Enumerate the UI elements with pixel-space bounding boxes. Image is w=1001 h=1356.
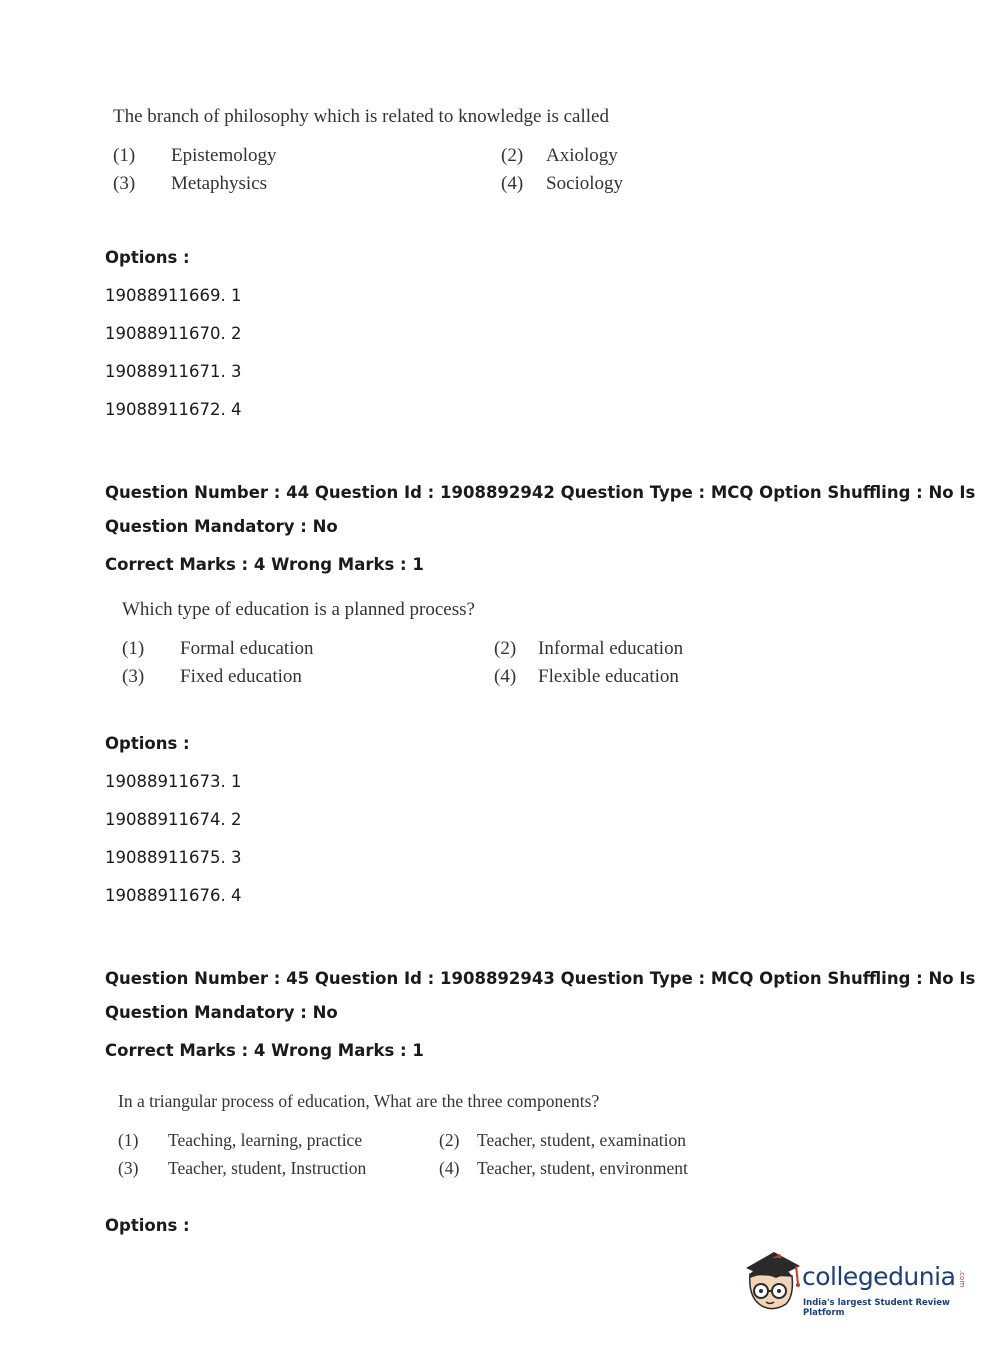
choice-4 — [501, 173, 623, 195]
options-label: Options : — [105, 1216, 190, 1235]
choice-text: Fixed education — [180, 666, 302, 687]
choice-1 — [122, 638, 314, 660]
choice-number: (1) — [118, 1130, 139, 1150]
choice-2 — [501, 145, 618, 167]
choice-number: (2) — [439, 1130, 460, 1150]
brand-tld: .com — [958, 1270, 966, 1288]
choice-text: Epistemology — [171, 145, 277, 166]
option-item: 19088911672. 4 — [105, 400, 242, 419]
choice-4 — [494, 666, 679, 688]
marks-line: Correct Marks : 4 Wrong Marks : 1 — [105, 555, 424, 574]
choice-text: Teacher, student, environment — [477, 1158, 688, 1178]
choice-3 — [113, 173, 267, 195]
choice-text: Teacher, student, Instruction — [168, 1158, 367, 1178]
choice-number: (3) — [113, 173, 136, 194]
options-label: Options : — [105, 248, 190, 267]
question-header: Question Number : 45 Question Id : 1908892943 Question Type : MCQ Option Shuffling : No Is — [105, 969, 976, 988]
choice-text: Teacher, student, examination — [477, 1130, 686, 1150]
choice-text: Metaphysics — [171, 173, 268, 194]
choice-text: Flexible education — [538, 666, 679, 687]
brand-name: collegedunia — [802, 1262, 956, 1291]
option-item: 19088911676. 4 — [105, 886, 242, 905]
choice-number: (2) — [494, 638, 517, 659]
choice-3 — [118, 1158, 366, 1179]
option-item: 19088911674. 2 — [105, 810, 242, 829]
question-header: Question Number : 44 Question Id : 1908892942 Question Type : MCQ Option Shuffling : No Is — [105, 483, 976, 502]
mascot-icon — [740, 1248, 802, 1314]
choice-text: Sociology — [546, 173, 624, 194]
option-item: 19088911673. 1 — [105, 772, 242, 791]
choice-number: (1) — [122, 638, 145, 659]
option-item: 19088911671. 3 — [105, 362, 242, 381]
choice-text: Axiology — [546, 145, 618, 166]
options-label: Options : — [105, 734, 190, 753]
choice-4 — [439, 1158, 688, 1179]
question-text: In a triangular process of education, What are the three components? — [118, 1091, 600, 1111]
collegedunia-logo — [740, 1248, 970, 1318]
choice-number: (1) — [113, 145, 136, 166]
choice-text: Informal education — [538, 638, 684, 659]
choice-number: (4) — [439, 1158, 460, 1178]
marks-line: Correct Marks : 4 Wrong Marks : 1 — [105, 1041, 424, 1060]
question-text: Which type of education is a planned process? — [122, 599, 475, 620]
choice-number: (3) — [118, 1158, 139, 1178]
option-item: 19088911669. 1 — [105, 286, 242, 305]
option-item: 19088911675. 3 — [105, 848, 242, 867]
choice-2 — [494, 638, 683, 660]
choice-1 — [113, 145, 277, 167]
choice-1 — [118, 1130, 362, 1151]
choice-text: Formal education — [180, 638, 314, 659]
choice-number: (4) — [494, 666, 517, 687]
choice-2 — [439, 1130, 686, 1151]
brand-tagline: India's largest Student Review Platform — [803, 1298, 950, 1318]
choice-number: (2) — [501, 145, 524, 166]
question-header-cont: Question Mandatory : No — [105, 517, 338, 536]
choice-number: (3) — [122, 666, 145, 687]
question-text: The branch of philosophy which is related to knowledge is called — [113, 106, 609, 127]
choice-text: Teaching, learning, practice — [168, 1130, 363, 1150]
option-item: 19088911670. 2 — [105, 324, 242, 343]
choice-3 — [122, 666, 302, 688]
question-header-cont: Question Mandatory : No — [105, 1003, 338, 1022]
choice-number: (4) — [501, 173, 524, 194]
